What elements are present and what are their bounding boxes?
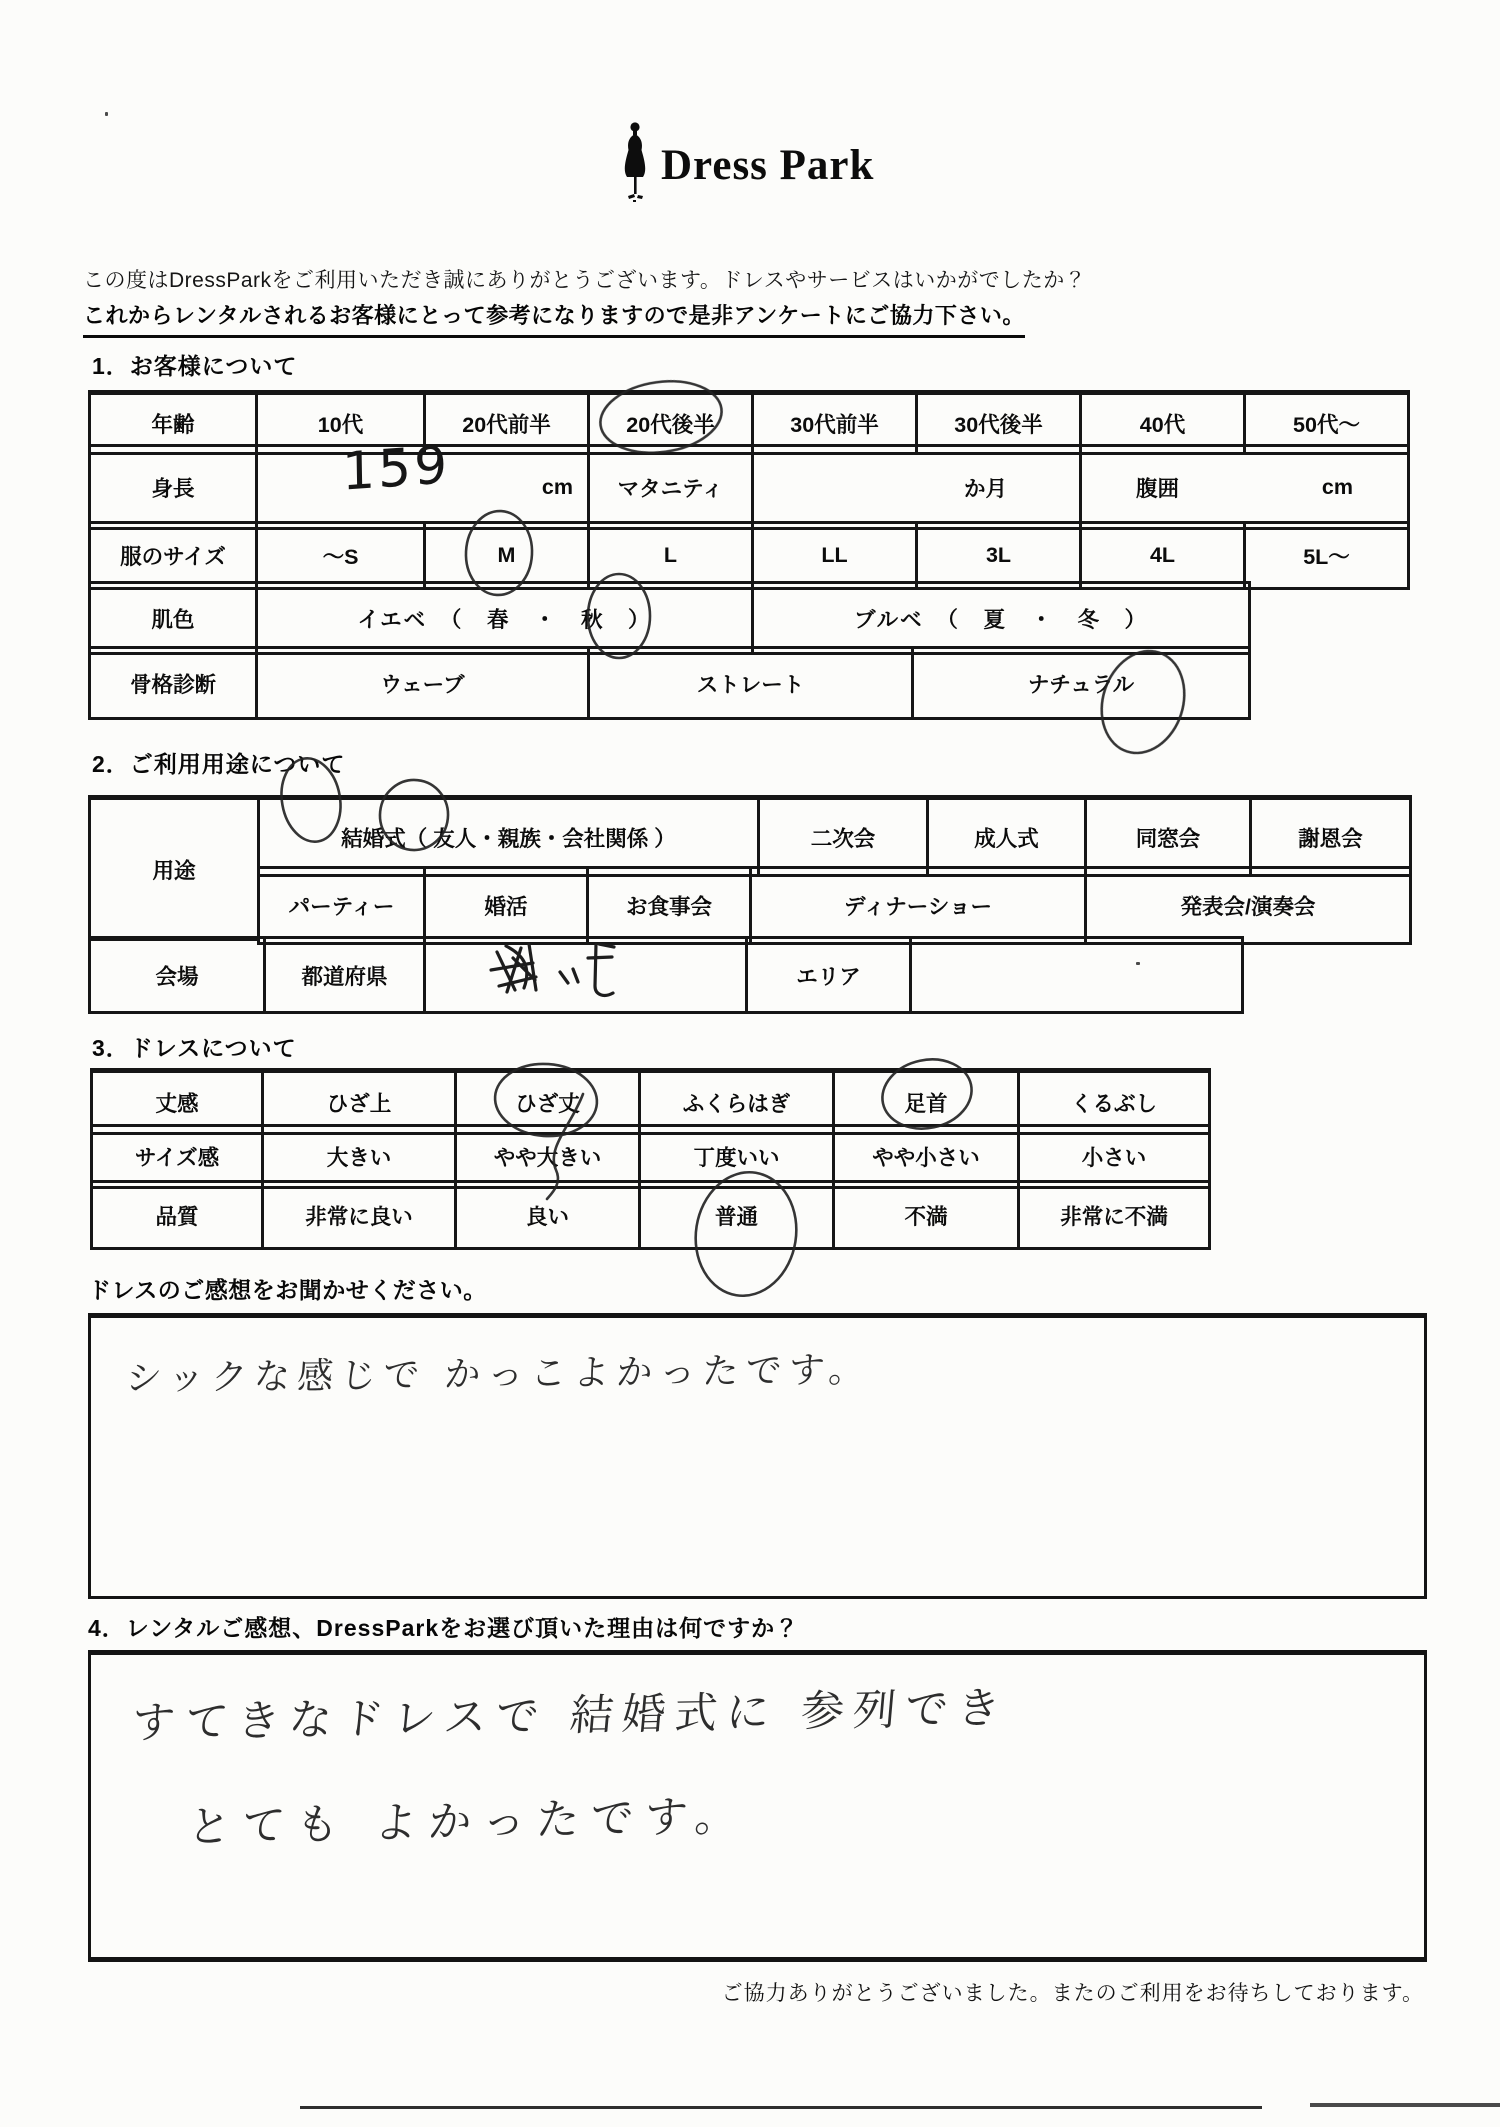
frame-opt-natural: ナチュラル [911,649,1248,717]
quality-good: 良い [454,1183,638,1247]
scan-edge-line [300,2106,1262,2109]
venue-area-value-cell [909,939,1241,1011]
venue-pref-label: 都道府県 [263,939,423,1011]
height-unit: cm [541,474,573,499]
purpose-party: パーティー [288,895,395,919]
handwritten-reason-line1: すてきなドレスで 結婚式に 参列でき [129,1683,1012,1749]
scan-edge-line [1310,2103,1500,2107]
venue-label: 会場 [155,964,199,989]
handwritten-dress-comment: シックな感じで かっこよかったです。 [124,1349,874,1400]
handwritten-height: 159 [341,435,451,503]
quality-very-unsatisfied: 非常に不満 [1017,1183,1208,1247]
purpose-konkatsu: 婚活 [423,869,586,942]
waist-cell [1079,447,1407,527]
scan-speck [105,112,108,116]
skin-label: 肌色 [151,607,195,632]
footer-thanks-text: ご協力ありがとうございました。またのご利用をお待ちしております。 [721,1982,1424,2005]
skin-warm-cell: イエベ （ 春 ・ 秋 ） [255,584,751,652]
size-opt-l: L [587,524,751,587]
age-opt-50s: 50代～ [1243,395,1407,452]
size-opt-5l: 5L～ [1243,524,1407,587]
venue-area-label: エリア [745,939,909,1011]
section1-heading: 1．お客様について [92,353,298,379]
handwritten-reason-line2: とても よかったです。 [185,1791,751,1853]
brand-logo [616,122,874,202]
purpose-dinner: お食事会 [586,869,749,942]
length-anklebone: くるぶし [1017,1073,1208,1132]
dress-form-icon [616,122,654,202]
length-ankle: 足首 [832,1073,1017,1132]
purpose-coming-of-age: 成人式 [926,800,1084,874]
intro-request-text: これからレンタルされるお客様にとって参考になりますので是非アンケートにご協力下さい。 [83,299,1025,338]
age-opt-40s: 40代 [1079,395,1243,452]
frame-opt-wave: ウェーブ [255,649,587,717]
section2-heading: 2．ご利用用途について [92,751,346,777]
purpose-label: 用途 [88,795,260,941]
age-opt-20s-late: 20代後半 [587,395,751,452]
fit-slightly-small: やや小さい [832,1127,1017,1186]
fit-large: 大きい [261,1127,454,1186]
quality-normal: 普通 [638,1183,832,1247]
purpose-row-2 [257,866,1412,945]
age-opt-30s-early: 30代前半 [751,395,915,452]
quality-row [90,1180,1211,1250]
size-opt-s: ～S [255,524,423,587]
venue-row [88,936,1244,1014]
age-opt-10s: 10代 [255,395,423,452]
height-value-cell [255,435,587,527]
maternity-months-cell: か月 [751,447,1079,527]
skin-tone-row [88,581,1251,655]
purpose-wedding: 結婚式（ 友人・親族・会社関係 ） [341,826,676,851]
quality-unsatisfied: 不満 [832,1183,1017,1247]
fit-small: 小さい [1017,1127,1208,1186]
purpose-afterparty: 二次会 [757,800,926,874]
maternity-label: マタニティ [587,447,751,527]
quality-label: 品質 [155,1204,199,1229]
fit-just-right: 丁度いい [638,1127,832,1186]
frame-diagnosis-row [88,646,1251,720]
age-opt-30s-late: 30代後半 [915,395,1079,452]
purpose-row-1 [257,795,1412,877]
purpose-thanks-party: 謝恩会 [1249,800,1409,874]
length-label: 丈感 [155,1092,199,1116]
fit-slightly-large: やや大きい [454,1127,638,1186]
age-opt-20s-early: 20代前半 [423,395,587,452]
frame-opt-straight: ストレート [587,649,911,717]
age-label: 年齢 [151,413,195,437]
purpose-reunion: 同窓会 [1084,800,1249,874]
scan-speck [1136,962,1140,965]
brand-name: Dress Park [661,142,875,189]
waist-label: 腹囲 [1136,476,1180,501]
fit-label: サイズ感 [134,1146,220,1170]
waist-unit: cm [1321,474,1353,499]
size-opt-4l: 4L [1079,524,1243,587]
size-row [88,521,1410,590]
length-knee: ひざ丈 [454,1073,638,1132]
dress-comment-label: ドレスのご感想をお聞かせください。 [88,1277,487,1303]
section3-heading: 3．ドレスについて [92,1035,297,1061]
height-row [88,435,1410,530]
length-calf: ふくらはぎ [638,1073,832,1132]
quality-very-good: 非常に良い [261,1183,454,1247]
intro-thanks-text: この度はDressParkをご利用いただき誠にありがとうございます。ドレスやサービスはいかがでしたか？ [83,269,1087,292]
venue-pref-value-cell [423,939,745,1011]
frame-label: 骨格診断 [129,672,216,697]
size-label: 服のサイズ [120,545,226,569]
height-label: 身長 [151,476,195,501]
section4-heading: 4．レンタルご感想、DressParkをお選び頂いた理由は何ですか？ [88,1615,800,1641]
skin-cool-cell: ブルベ （ 夏 ・ 冬 ） [751,584,1248,652]
size-opt-m: M [423,524,587,587]
length-above-knee: ひざ上 [261,1073,454,1132]
purpose-dinner-show: ディナーショー [749,869,1084,942]
purpose-recital: 発表会/演奏会 [1084,869,1409,942]
size-opt-ll: LL [751,524,915,587]
size-opt-3l: 3L [915,524,1079,587]
